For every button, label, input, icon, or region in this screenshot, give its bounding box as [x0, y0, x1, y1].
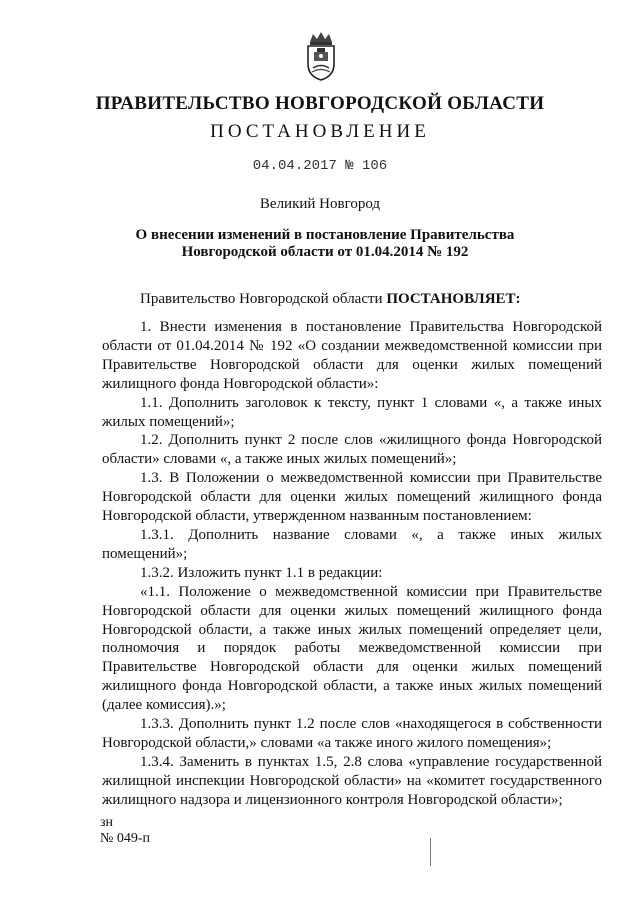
city: Великий Новгород — [259, 196, 381, 212]
document-body — [102, 318, 602, 810]
preamble-keyword: ПОСТАНОВЛЯЕТ: — [386, 291, 521, 307]
page-mark — [430, 838, 431, 866]
document-type: ПОСТАНОВЛЕНИЕ — [210, 121, 430, 142]
paragraph-1-3-4: 1.3.4. Заменить в пунктах 1.5, 2.8 слова «управление государственной жилищной инспекции Новгородской области» на «комитет государственного жилищного надзора и лицензионного контроля Новгородской области»; — [102, 753, 602, 808]
paragraph-1-2: 1.2. Дополнить пункт 2 после слов «жилищного фонда Новгородской области» словами «, а также иных жилых помещений»; — [102, 432, 602, 468]
paragraph-1-1: 1.1. Дополнить заголовок к тексту, пункт 1 словами «, а также иных жилых помещений»; — [102, 394, 602, 430]
preamble — [140, 291, 521, 308]
paragraph-1-3-3: 1.3.3. Дополнить пункт 1.2 после слов «находящегося в собственности Новгородской области,» словами «а также иного жилого помещения»; — [102, 716, 602, 751]
paragraph-1: 1. Внести изменения в постановление Правительства Новгородской области от 01.04.2014 № 192 «О создании межведомственной комиссии при Правительстве Новгородской области для оценки жилых помещений жилищного фонда Новгородской области»: — [102, 319, 602, 392]
document-subject: О внесении изменений в постановление Правительства Новгородской области от 01.04.2014 № 192 — [135, 227, 515, 260]
coat-of-arms-icon — [303, 30, 339, 82]
footer-number: № 049-п — [100, 831, 151, 846]
paragraph-1-3-2: 1.3.2. Изложить пункт 1.1 в редакции: — [140, 564, 383, 581]
government-title: ПРАВИТЕЛЬСТВО НОВГОРОДСКОЙ ОБЛАСТИ — [95, 93, 545, 114]
footer — [100, 815, 150, 847]
paragraph-1-3-1: 1.3.1. Дополнить название словами «, а также иных жилых помещений»; — [102, 526, 602, 562]
paragraph-quote-1-1: «1.1. Положение о межведомственной комиссии при Правительстве Новгородской области для оценки жилых помещений жилищного фонда Новгородской области, а также иных жилых помещений определяет цели, полномочия и порядок работы межведомственной комиссии при Правительстве Новгородской области для оценки жилых помещений жилищного фонда Новгородской области, а также иных жилых помещений (далее комиссия).»; — [102, 583, 602, 714]
date-number: 04.04.2017 № 106 — [252, 158, 388, 174]
preamble-text: Правительство Новгородской области — [140, 291, 387, 307]
paragraph-1-3: 1.3. В Положении о межведомственной комиссии при Правительстве Новгородской области для оценки жилых помещений жилищного фонда Новгородской области, утвержденном названным постановлением: — [102, 470, 602, 525]
footer-initials: зн — [100, 815, 114, 830]
